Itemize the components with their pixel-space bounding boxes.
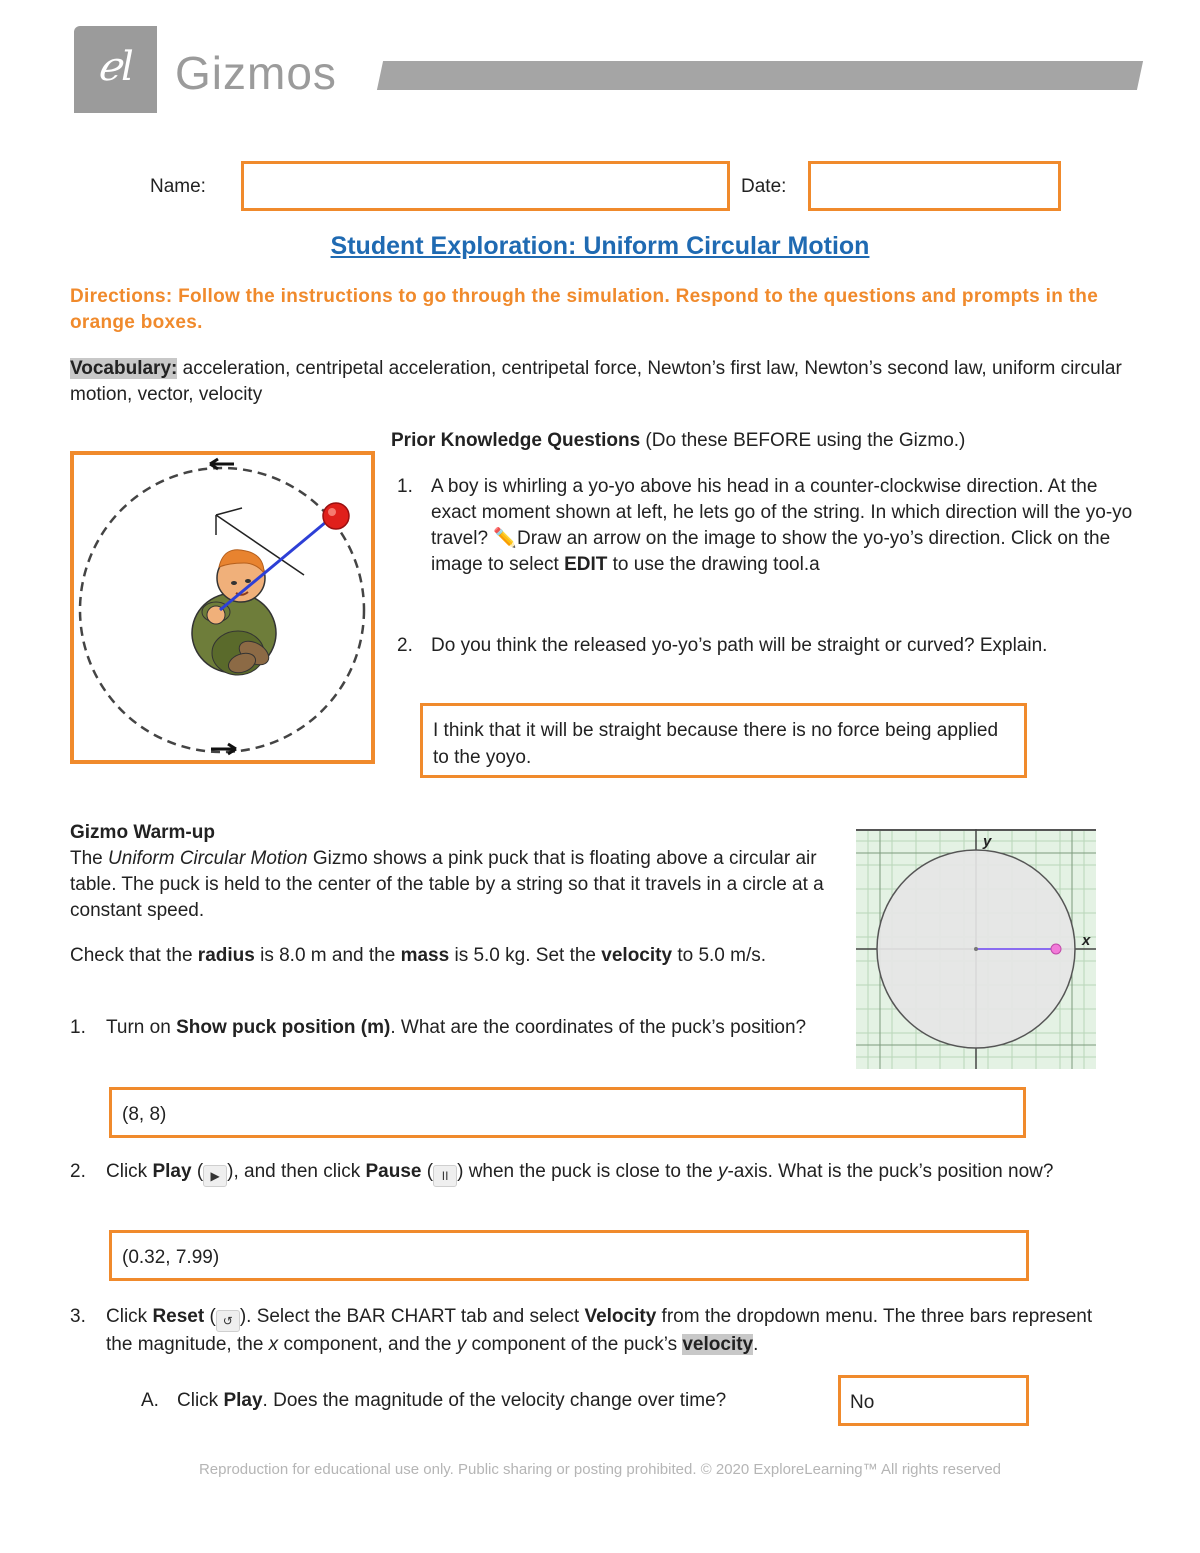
wq3-x: x — [268, 1334, 279, 1355]
check-b: is 8.0 m and the — [254, 945, 401, 966]
y-axis-label: y — [983, 833, 992, 850]
wq3-b: ( — [204, 1306, 216, 1327]
yoyo-drawing — [74, 455, 371, 760]
warmup-q1-answer: (8, 8) — [122, 1104, 167, 1125]
warmup-q1-answer-box[interactable] — [109, 1087, 1026, 1138]
vocabulary-terms: acceleration, centripetal acceleration, centripetal force, Newton’s first law, Newton’s second law, uniform circular motion, vector, velocity — [70, 358, 1122, 405]
pause-icon: II — [433, 1165, 457, 1187]
warmup-check — [70, 943, 830, 969]
name-field[interactable] — [241, 161, 730, 211]
warmup-intro-italic: Uniform Circular Motion — [108, 848, 308, 869]
wq3a-a: Click — [177, 1390, 224, 1411]
prior-q1-part-c: to use the drawing tool.a — [607, 554, 820, 575]
date-field[interactable] — [808, 161, 1061, 211]
warmup-intro-b: Gizmo shows a pink puck that is floating above a circular air table. The puck is held to the center of the table by a string so that it travels in a circle at a constant speed. — [70, 848, 824, 921]
wq3-y: y — [456, 1334, 467, 1355]
check-c: is 5.0 kg. Set the — [449, 945, 602, 966]
warmup-intro — [70, 846, 830, 924]
wq3-velocity-highlight: velocity — [682, 1334, 754, 1355]
name-label: Name: — [150, 176, 206, 197]
play-icon: ▶ — [203, 1165, 227, 1187]
wq2-f: -axis. What is the puck’s position now? — [727, 1161, 1054, 1182]
prior-heading-note: (Do these BEFORE using the Gizmo.) — [640, 430, 966, 451]
prior-knowledge-heading — [391, 428, 1151, 454]
gizmos-logo-mark — [74, 26, 157, 113]
wq1-bold: Show puck position (m) — [176, 1017, 391, 1038]
warmup-intro-a: The — [70, 848, 109, 869]
prior-q2-number: 2. — [397, 635, 413, 656]
warmup-heading: Gizmo Warm-up — [70, 822, 215, 843]
check-velocity: velocity — [601, 945, 673, 966]
warmup-q2-answer-box[interactable] — [109, 1230, 1029, 1281]
warmup-q3a-letter: A. — [141, 1390, 159, 1411]
wq3-reset: Reset — [152, 1306, 205, 1327]
warmup-q1-number: 1. — [70, 1017, 86, 1038]
wq2-d: ( — [421, 1161, 434, 1182]
wq3-e: component, and the — [278, 1334, 457, 1355]
warmup-q3-number: 3. — [70, 1306, 86, 1327]
warmup-q2-text — [106, 1159, 1096, 1187]
wq2-play: Play — [152, 1161, 192, 1182]
wq3a-play: Play — [223, 1390, 263, 1411]
warmup-q3-text — [106, 1304, 1101, 1358]
reset-icon: ↺ — [216, 1310, 240, 1332]
warmup-q1-text — [106, 1015, 826, 1041]
check-a: Check that the — [70, 945, 198, 966]
header-bar — [377, 61, 1143, 90]
wq2-a: Click — [106, 1161, 153, 1182]
wq3-velocity: Velocity — [584, 1306, 657, 1327]
prior-q1-number: 1. — [397, 476, 413, 497]
wq3-g: . — [753, 1334, 759, 1355]
pink-puck — [1051, 944, 1061, 954]
wq1-a: Turn on — [106, 1017, 177, 1038]
wq2-y: y — [717, 1161, 728, 1182]
graph-svg — [856, 829, 1096, 1069]
check-radius: radius — [197, 945, 255, 966]
wq2-c: ), and then click — [227, 1161, 366, 1182]
date-label: Date: — [741, 176, 787, 197]
wq3-a: Click — [106, 1306, 153, 1327]
wq3a-b: . Does the magnitude of the velocity change over time? — [262, 1390, 727, 1411]
wq3-c: ). Select the BAR CHART tab and select — [239, 1306, 585, 1327]
vocabulary-label: Vocabulary: — [70, 358, 178, 379]
wq3-d: from the dropdown menu. The three bars represent the magnitude, the — [106, 1306, 1093, 1355]
pencil-icon: ✏️ — [493, 528, 517, 549]
prior-q1-text — [431, 474, 1146, 578]
warmup-q2-answer: (0.32, 7.99) — [122, 1247, 220, 1268]
yoyo-illustration[interactable] — [70, 451, 375, 764]
warmup-q3a-text — [177, 1388, 827, 1414]
prior-q2-text: Do you think the released yo-yo’s path will be straight or curved? Explain. — [431, 635, 1048, 656]
prior-heading-bold: Prior Knowledge Questions — [391, 430, 641, 451]
prior-q1-part-a: A boy is whirling a yo-yo above his head in a counter-clockwise direction. At the exact moment shown at left, he lets go of the string. In which direction will the yo-yo travel? — [431, 476, 1133, 549]
check-mass: mass — [400, 945, 450, 966]
wq2-pause: Pause — [365, 1161, 422, 1182]
check-d: to 5.0 m/s. — [672, 945, 767, 966]
warmup-q3a-answer-box[interactable] — [838, 1375, 1029, 1426]
wq2-e: ) when the puck is close to the — [457, 1161, 718, 1182]
puck-position-graph — [856, 829, 1096, 1069]
page-title: Student Exploration: Uniform Circular Motion — [330, 232, 870, 260]
prior-q2-answer: I think that it will be straight because there is no force being applied to the yoyo. — [433, 720, 999, 768]
wq3-f: component of the puck’s — [466, 1334, 683, 1355]
directions-text: Directions: Follow the instructions to go through the simulation. Respond to the questions and prompts in the orange boxes. — [70, 286, 1099, 333]
prior-q1-edit: EDIT — [564, 554, 608, 575]
wq1-b: . What are the coordinates of the puck’s position? — [390, 1017, 807, 1038]
vocabulary — [70, 356, 1140, 408]
prior-q1-part-b: Draw an arrow on the image to show the yo-yo’s direction. Click on the image to select — [431, 528, 1111, 575]
wq2-b: ( — [191, 1161, 204, 1182]
prior-q2-answer-box[interactable] — [420, 703, 1027, 778]
yoyo-ball — [323, 503, 349, 529]
warmup-q2-number: 2. — [70, 1161, 86, 1182]
logo-glyph: ℯl — [97, 44, 134, 90]
x-axis-label: x — [1082, 932, 1091, 949]
logo-text: Gizmos — [175, 47, 337, 99]
footer-copyright: Reproduction for educational use only. Public sharing or posting prohibited. © 2020 ExploreLearning™ All rights reserved — [198, 1461, 1002, 1478]
warmup-q3a-answer: No — [850, 1392, 875, 1413]
